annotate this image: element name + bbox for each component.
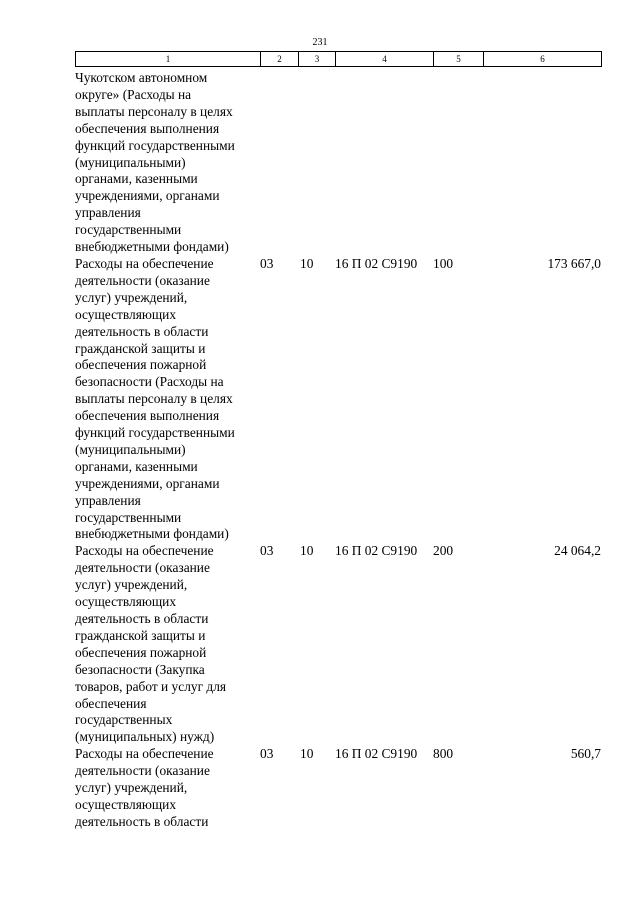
description-line: внебюджетными фондами) [75,239,229,255]
description-line: государственными [75,222,182,238]
row-description [75,70,260,256]
row-target-article: 16 П 02 С9190 [335,255,418,271]
row-description [75,746,260,831]
description-line: (муниципальными) [75,441,186,457]
header-col-6: 6 [484,52,602,67]
description-line: функций государственными [75,137,235,153]
description-line: государственными [75,509,182,525]
row-expense-type: 200 [433,543,454,559]
description-line: услуг) учреждений, [75,289,188,305]
description-line: управления [75,205,141,221]
description-line: товаров, работ и услуг для [75,678,227,694]
description-line: (муниципальными) [75,154,186,170]
description-line: учреждениями, органами [75,188,220,204]
description-line: округе» (Расходы на [75,86,192,102]
table-body [75,70,601,831]
description-line: Расходы на обеспечение [75,255,214,271]
description-line: выплаты персоналу в целях [75,391,233,407]
header-col-1: 1 [76,52,261,67]
description-line: деятельности (оказание [75,272,210,288]
description-line: учреждениями, органами [75,475,220,491]
row-expense-type: 800 [433,746,454,762]
description-line: управления [75,492,141,508]
table-row [75,70,601,256]
description-line: безопасности (Расходы на [75,374,224,390]
table-header [75,51,602,67]
description-line: обеспечения пожарной [75,644,207,660]
description-line: обеспечения пожарной [75,357,207,373]
description-line: обеспечения [75,695,147,711]
header-col-2: 2 [261,52,299,67]
description-line: осуществляющих [75,796,177,812]
description-line: внебюджетными фондами) [75,526,229,542]
row-target-article: 16 П 02 С9190 [335,543,418,559]
description-line: государственных [75,712,173,728]
table-row [75,746,601,831]
description-line: услуг) учреждений, [75,780,188,796]
description-line: услуг) учреждений, [75,577,188,593]
description-line: (муниципальных) нужд) [75,729,215,745]
row-subsection-code: 10 [300,746,314,762]
row-section-code: 03 [260,255,274,271]
table-row [75,256,601,543]
description-line: органами, казенными [75,171,198,187]
description-line: безопасности (Закупка [75,661,205,677]
description-line: осуществляющих [75,306,177,322]
description-line: деятельность в области [75,323,209,339]
row-amount: 173 667,0 [547,255,601,271]
row-section-code: 03 [260,746,274,762]
description-line: обеспечения выполнения [75,120,220,136]
description-line: деятельности (оказание [75,560,210,576]
description-line: органами, казенными [75,458,198,474]
description-line: деятельности (оказание [75,763,210,779]
page-number: 231 [312,37,328,48]
description-line: осуществляющих [75,594,177,610]
description-line: гражданской защиты и [75,627,206,643]
row-target-article: 16 П 02 С9190 [335,746,418,762]
row-subsection-code: 10 [300,255,314,271]
header-col-5: 5 [434,52,484,67]
row-section-code: 03 [260,543,274,559]
description-line: выплаты персоналу в целях [75,103,233,119]
description-line: деятельность в области [75,813,209,829]
row-description [75,256,260,543]
table-row [75,543,601,746]
description-line: функций государственными [75,425,235,441]
description-line: обеспечения выполнения [75,408,220,424]
row-description [75,543,260,746]
description-line: Чукотском автономном [75,70,208,85]
description-line: Расходы на обеспечение [75,746,214,762]
row-subsection-code: 10 [300,543,314,559]
row-amount: 24 064,2 [554,543,601,559]
row-expense-type: 100 [433,255,454,271]
row-amount: 560,7 [570,746,601,762]
header-col-4: 4 [336,52,434,67]
description-line: деятельность в области [75,611,209,626]
description-line: гражданской защиты и [75,340,206,356]
header-col-3: 3 [299,52,336,67]
description-line: Расходы на обеспечение [75,543,214,559]
